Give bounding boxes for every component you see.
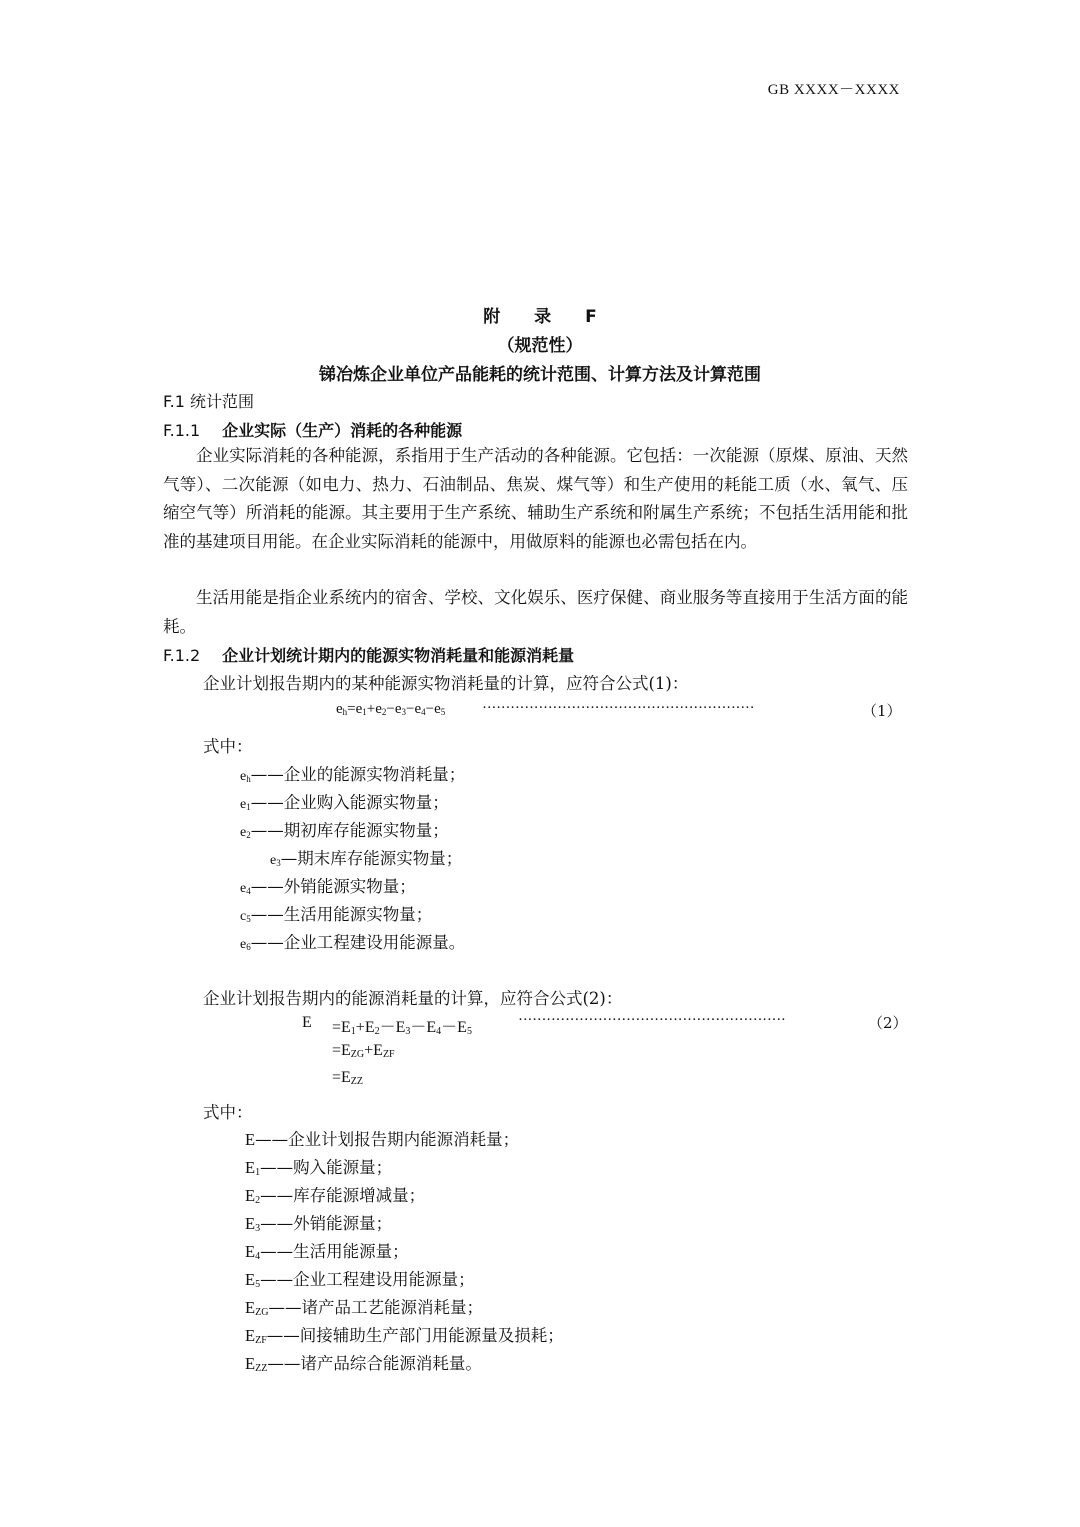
formula1-leader-dots: ·························································· <box>482 700 755 716</box>
def1-item: $e_1——$企业购入能源实物量； <box>240 793 449 812</box>
section-f11-number: F.1.1 <box>163 421 201 440</box>
where-label-1: 式中： <box>203 737 253 756</box>
formula1-lhs: $e_h$ <box>336 701 348 717</box>
formula2-line1: $=E_1+E_2-E_3-E_4-E_5$ <box>332 1019 472 1037</box>
appendix-subject: 锑冶炼企业单位产品能耗的统计范围、计算方法及计算范围 <box>319 365 761 385</box>
section-f11-title: 企业实际（生产）消耗的各种能源 <box>222 421 463 440</box>
def1-item: $e_h——$企业的能源实物消耗量； <box>240 765 466 784</box>
def1-item: $e_3—$期末库存能源实物量； <box>270 849 463 868</box>
def2-item: $E_{ZG}——$诸产品工艺能源消耗量； <box>245 1298 483 1318</box>
formula2-intro: 企业计划报告期内的能源消耗量的计算，应符合公式(2)： <box>203 989 623 1008</box>
def2-item: $E_2——$库存能源增减量； <box>245 1186 426 1206</box>
formula2-line3: $=E_{ZZ}$ <box>332 1069 364 1087</box>
formula1-expression <box>336 701 445 718</box>
section-f11-heading <box>163 418 462 441</box>
def2-item: $E_1——$购入能源量； <box>245 1158 393 1178</box>
where-label-2: 式中： <box>203 1103 253 1122</box>
formula1-intro: 企业计划报告期内的某种能源实物消耗量的计算，应符合公式(1)： <box>203 674 689 693</box>
def2-item: $E_{ZF}——$间接辅助生产部门用能源量及损耗； <box>245 1326 564 1346</box>
def2-item: $E_5——$企业工程建设用能源量； <box>245 1270 475 1290</box>
appendix-title: 附 录 F <box>483 307 611 327</box>
formula2-lhs: E <box>302 1014 312 1031</box>
formula1-rhs: $=e_1+e_2-e_3-e_4-e_5$ <box>347 701 446 717</box>
section-f11-para2: 生活用能是指企业系统内的宿舍、学校、文化娱乐、医疗保健、商业服务等直接用于生活方面的能耗。 <box>163 588 908 636</box>
def1-item: $e_4——$外销能源实物量； <box>240 877 416 896</box>
standard-code: GB XXXX－XXXX <box>767 82 900 98</box>
def2-item: $E_4——$生活用能源量； <box>245 1242 409 1262</box>
def2-item: $E_3——$外销能源量； <box>245 1214 393 1234</box>
appendix-type: （规范性） <box>497 336 583 356</box>
section-f12-title: 企业计划统计期内的能源实物消耗量和能源消耗量 <box>222 646 575 665</box>
formula2-number: （2） <box>868 1014 908 1032</box>
section-f1-heading: F.1 统计范围 <box>163 392 254 411</box>
def1-item: $e_6——$企业工程建设用能源量。 <box>240 933 466 952</box>
formula2-line2: $=E_{ZG}+E_{ZF}$ <box>332 1042 395 1060</box>
def2-item: $E_{ZZ}——$诸产品综合能源消耗量。 <box>245 1354 482 1374</box>
section-f12-number: F.1.2 <box>163 646 201 665</box>
def1-item: $e_2——$期初库存能源实物量； <box>240 821 449 840</box>
def1-item: $c_5——$生活用能源实物量； <box>240 905 433 924</box>
section-f11-para1: 企业实际消耗的各种能源，系指用于生产活动的各种能源。它包括：一次能源（原煤、原油、天然气等）、二次能源（如电力、热力、石油制品、焦炭、煤气等）和生产使用的耗能工质（水、氧气、压缩空气等）所消耗的能源。其主要用于生产系统、辅助生产系统和附属生产系统；不包括生活用能和批准的基建项目用能。在企业实际消耗的能源中，用做原料的能源也必需包括在内。 <box>163 446 908 551</box>
def2-item: E——企业计划报告期内能源消耗量； <box>245 1130 520 1149</box>
formula2-leader-dots: ························································· <box>518 1012 786 1028</box>
formula1-number: （1） <box>862 702 902 720</box>
section-f12-heading <box>163 643 574 666</box>
